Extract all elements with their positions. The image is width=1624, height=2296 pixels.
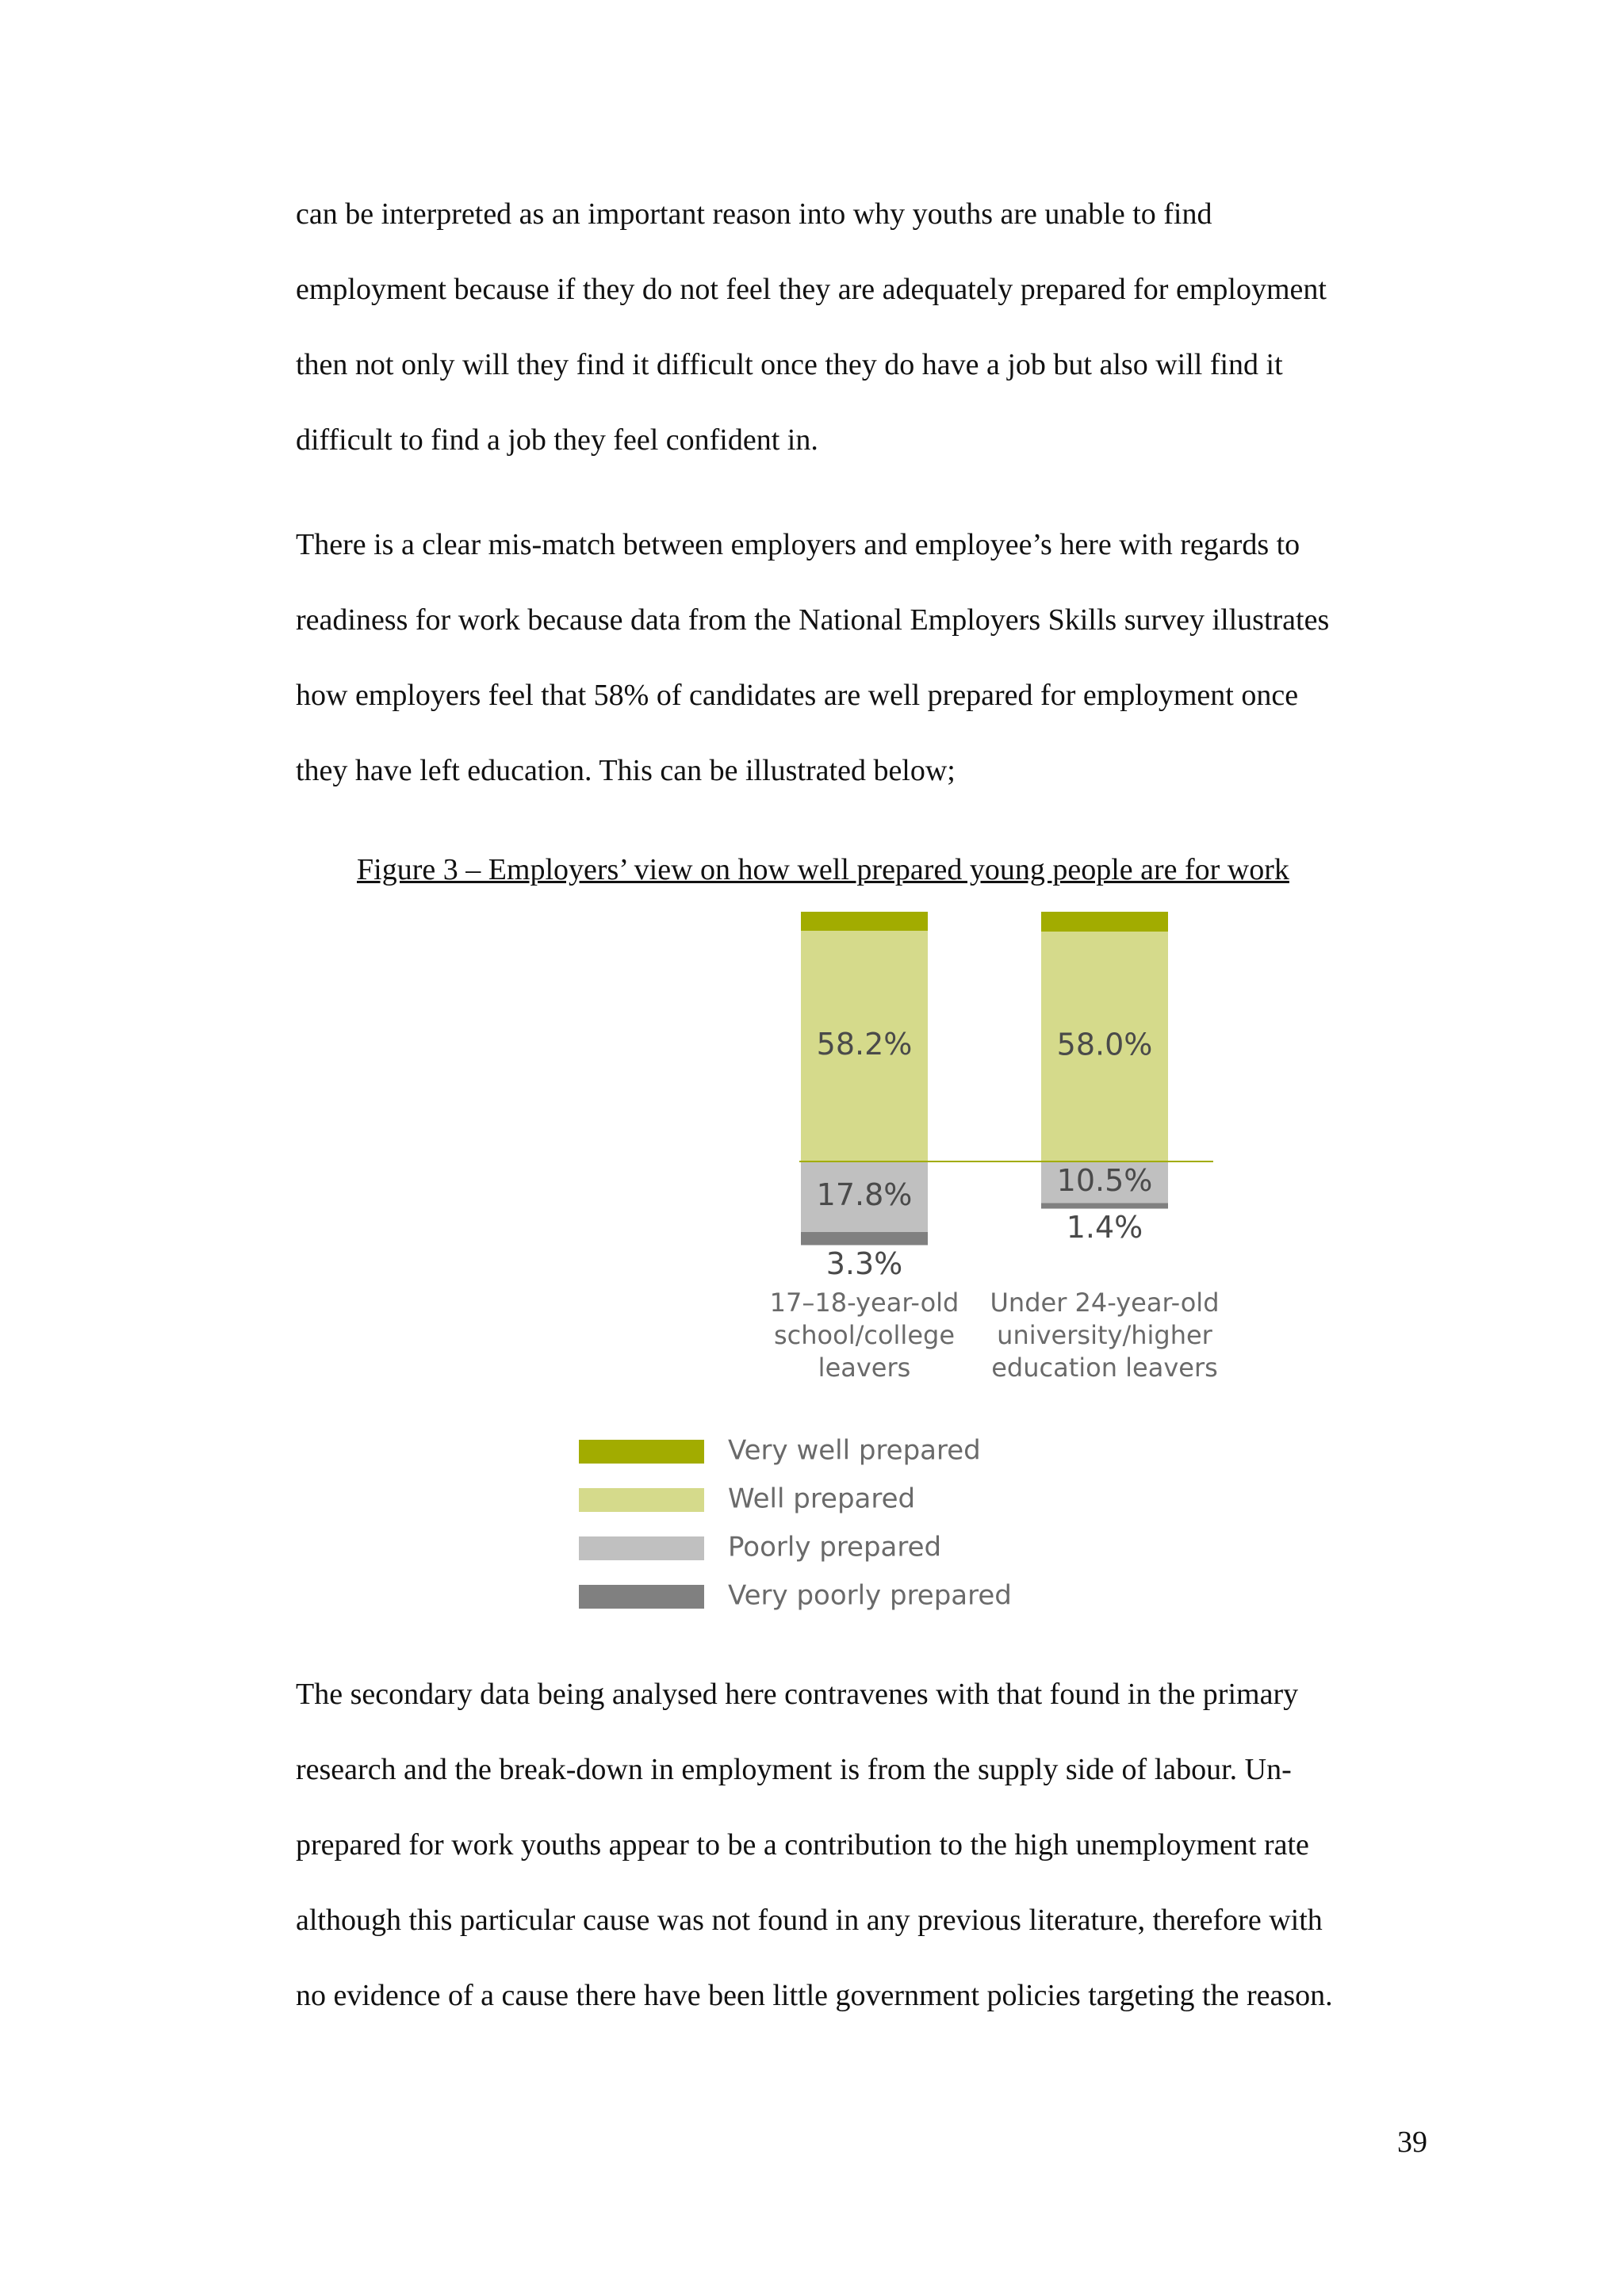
category-label: Under 24-year-old: [990, 1288, 1220, 1318]
bar-segment: [801, 1232, 928, 1246]
bar-segment: [1041, 912, 1168, 932]
legend-label: Well prepared: [728, 1483, 916, 1515]
data-label: 10.5%: [1056, 1162, 1153, 1198]
text-line: then not only will they find it difficult once they do have a job but also will find it: [296, 348, 1283, 381]
text-line: readiness for work because data from the National Employers Skills survey illustrates: [296, 603, 1330, 637]
legend-label: Very poorly prepared: [728, 1579, 1012, 1612]
paragraph-2: [296, 507, 1422, 809]
text-line: difficult to find a job they feel confident in.: [296, 423, 818, 457]
category-label: 17–18-year-old: [769, 1288, 959, 1318]
page-number: 39: [1397, 2126, 1427, 2159]
paragraph-1: [296, 177, 1422, 478]
data-label: 58.0%: [1056, 1027, 1153, 1062]
category-label: education leavers: [991, 1353, 1218, 1383]
legend-label: Poorly prepared: [728, 1531, 942, 1563]
text-line: prepared for work youths appear to be a contribution to the high unemployment rate: [296, 1828, 1309, 1862]
legend-swatch: [579, 1488, 704, 1512]
text-line: they have left education. This can be illustrated below;: [296, 754, 956, 787]
data-label: 3.3%: [825, 1246, 903, 1281]
text-line: The secondary data being analysed here contravenes with that found in the primary: [296, 1678, 1299, 1711]
text-line: how employers feel that 58% of candidates are well prepared for employment once: [296, 679, 1299, 712]
bar-segment: [801, 912, 928, 931]
stacked-bar-chart: [555, 912, 1237, 1625]
category-label: school/college: [773, 1320, 956, 1350]
chart-canvas: [555, 912, 1237, 1625]
paragraph-3: [296, 1657, 1422, 2034]
text-line: research and the break-down in employment is from the supply side of labour. Un-: [296, 1753, 1292, 1786]
legend-label: Very well prepared: [728, 1434, 981, 1467]
text-line: no evidence of a cause there have been little government policies targeting the reason.: [296, 1979, 1333, 2012]
text-line: There is a clear mis-match between employers and employee’s here with regards to: [296, 528, 1300, 561]
bar-segment: [1041, 1203, 1168, 1209]
text-line: although this particular cause was not found in any previous literature, therefore with: [296, 1904, 1323, 1937]
text-line: employment because if they do not feel they are adequately prepared for employment: [296, 273, 1327, 306]
data-label: 17.8%: [816, 1177, 913, 1212]
category-label: leavers: [818, 1353, 911, 1383]
legend-swatch: [579, 1536, 704, 1560]
category-label: university/higher: [997, 1320, 1212, 1350]
data-label: 58.2%: [816, 1027, 913, 1062]
data-label: 1.4%: [1066, 1210, 1143, 1245]
figure-caption: Figure 3 – Employers’ view on how well prepared young people are for work: [357, 853, 1289, 886]
legend-swatch: [579, 1585, 704, 1609]
text-line: can be interpreted as an important reason into why youths are unable to find: [296, 197, 1212, 231]
legend-swatch: [579, 1440, 704, 1464]
